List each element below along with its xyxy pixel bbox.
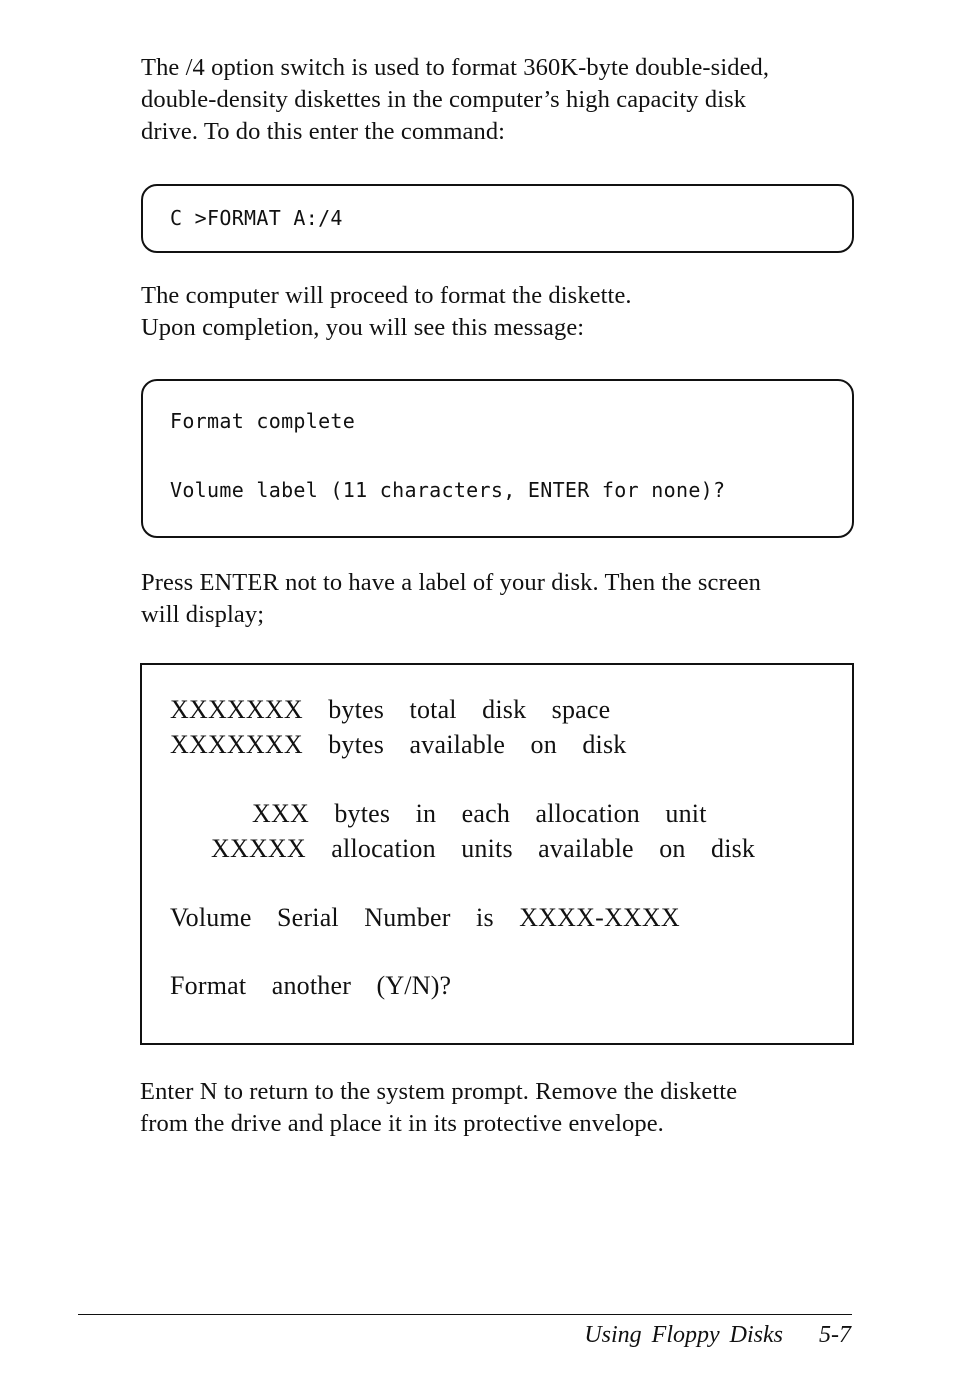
- intro-line-2: double-density diskettes in the computer’s high capacity disk: [141, 86, 747, 113]
- command-screen-box: [141, 184, 854, 253]
- intro-line-3: drive. To do this enter the command:: [141, 118, 506, 145]
- after-command-line-1: The computer will proceed to format the diskette.: [141, 282, 632, 309]
- after-command-line-2: Upon completion, you will see this message:: [141, 314, 585, 341]
- press-enter-line-1: Press ENTER not to have a label of your disk. Then the screen: [141, 569, 762, 596]
- footer-rule: [78, 1314, 852, 1315]
- allocation-unit-size-line: XXX bytes in each allocation unit: [252, 799, 707, 828]
- intro-paragraph: [141, 52, 861, 148]
- footer-section-title: Using Floppy Disks: [584, 1322, 783, 1348]
- format-another-prompt: Format another (Y/N)?: [170, 971, 452, 1000]
- page-number: 5-7: [819, 1322, 851, 1348]
- allocation-units-available-line: XXXXX allocation units available on disk: [211, 834, 756, 863]
- closing-paragraph: [140, 1076, 860, 1140]
- after-command-paragraph: [141, 280, 861, 344]
- volume-serial-number-line: Volume Serial Number is XXXX-XXXX: [170, 903, 680, 932]
- message-screen-box: [141, 379, 854, 538]
- closing-line-2: from the drive and place it in its protective envelope.: [140, 1110, 664, 1137]
- available-disk-space-line: XXXXXXX bytes available on disk: [170, 730, 627, 759]
- display-screen-box: [140, 663, 854, 1045]
- page-footer: [584, 1322, 851, 1349]
- command-text: C >FORMAT A:/4: [170, 206, 343, 230]
- total-disk-space-line: XXXXXXX bytes total disk space: [170, 695, 611, 724]
- press-enter-paragraph: [141, 567, 861, 631]
- press-enter-line-2: will display;: [141, 601, 265, 628]
- format-complete-text: Format complete: [170, 409, 356, 433]
- intro-line-1: The /4 option switch is used to format 360K-byte double-sided,: [141, 54, 770, 81]
- volume-label-prompt: Volume label (11 characters, ENTER for none)?: [170, 478, 726, 502]
- closing-line-1: Enter N to return to the system prompt. Remove the diskette: [140, 1078, 738, 1105]
